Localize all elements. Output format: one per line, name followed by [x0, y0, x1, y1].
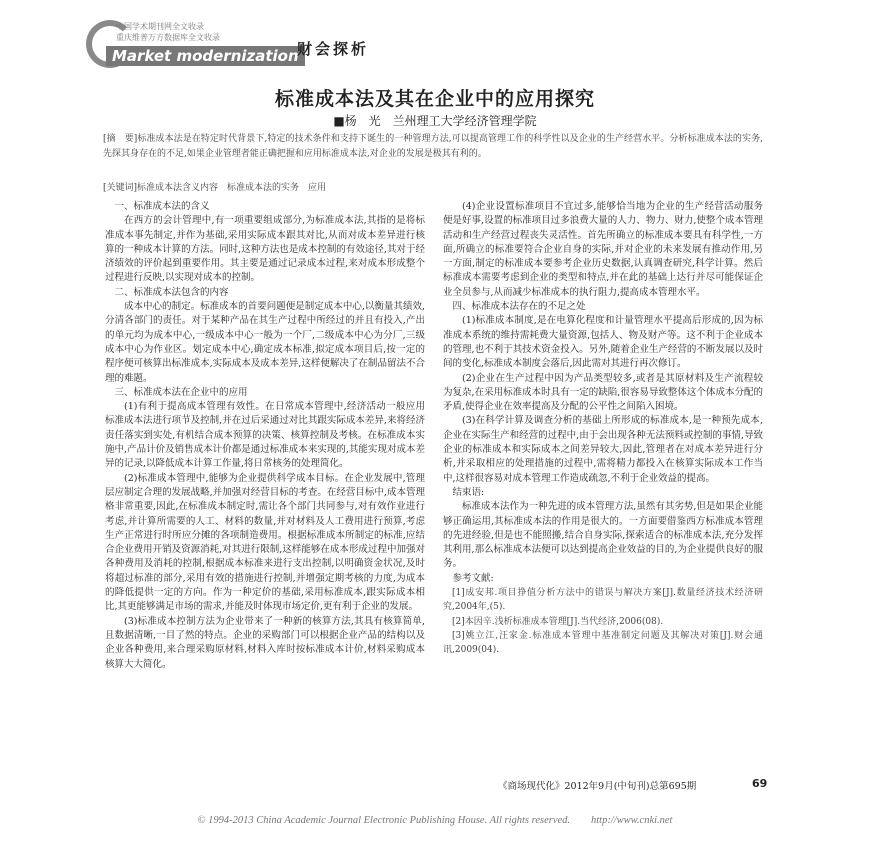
left-column — [105, 200, 425, 672]
paragraph: 标准成本法作为一种先进的成本管理方法,虽然有其劣势,但是如果企业能够正确运用,其标准成本法的作用是很大的。一方面要借鉴西方标准成本管理的先进经验,但是也不能照搬,结合自身实际,探索适合的标准成本法,充分发挥其利用,那么标准成本法便可以达到提高企业效益的目的,为企业提供良好的服务。 — [443, 501, 763, 570]
article-keywords: [关键词]标准成本法含义内容 标准成本法的实务 应用 — [103, 183, 327, 193]
paragraph: (3)在科学计算及调查分析的基础上所形成的标准成本,是一种预先成本,企业在实际生产和经营的过程中,由于会出现各种无法预料或控制的事情,导致企业的标准成本和实际成本之间差异较大,因此,管理者在对成本差异进行分析,并采取相应的处理措施的过程中,需将精力都投入在核算实际成本工作当中,这样很容易对成本管理工作造成疏忽,不利于企业效益的提高。 — [443, 415, 763, 484]
journal-logo — [76, 18, 299, 74]
section-heading-text: 二、标准成本法包含的内容 — [114, 286, 229, 298]
section-heading-text: 三、标准成本法在企业中的应用 — [114, 386, 248, 398]
article-author: ■杨 光 兰州理工大学经济管理学院 — [333, 114, 537, 128]
section-heading-text: 一、标准成本法的含义 — [114, 201, 210, 212]
paragraph: (1)标准成本制度,是在电算化程度和计量管理水平提高后形成的,因为标准成本系统的维持需耗费大量资源,包括人、物及财产等。这不利于企业成本的管理,也不利于其技术资金投入。另外,随着企业生产经营的不断发展以及时间的变化,标准成本制度会落后,因此需对其进行再次修订。 — [443, 315, 763, 370]
journal-issue-info: 《商场现代化》2012年9月(中旬刊)总第695期 — [498, 781, 697, 792]
reference-item: [2]本因辛.浅析标准成本管理[J].当代经济,2006(08). — [452, 616, 664, 627]
page-number: 69 — [752, 777, 768, 790]
copyright-notice: © 1994-2013 China Academic Journal Electronic Publishing House. All rights reserved. http://www.cnki.net — [197, 815, 673, 826]
reference-item: [1]成安邦.项目挣值分析方法中的错误与解决方案[J].数量经济技术经济研究,2004年,(5). — [443, 588, 763, 613]
paragraph: (4)企业设置标准项目不宜过多,能够恰当地为企业的生产经营活动服务便是好事,设置的标准项目过多浪费大量的人力、物力、财力,使整个成本管理活动和生产经营过程丧失灵活性。首先所确立的标准成本要具有科学性,一方面,所确立的标准要符合企业自身的实际,并对企业的未来发展有推动作用,另一方面,制定的标准成本要参考企业历史数据,认真调查研究,科学计算。然后标准成本需要考虑到企业的类型和特点,并在此的基础上达行并尽可能保证企业全员参与,从而减少标准成本的执行阻力,提高成本管理水平。 — [443, 201, 763, 298]
section-heading-text: 结束语: — [452, 486, 485, 498]
article-title: 标准成本法及其在企业中的应用探究 — [274, 88, 595, 110]
paragraph: (1)有利于提高成本管理有效性。在日常成本管理中,经济活动一般应用标准成本法进行项节及控制,并在过后采通过对比其跟实际成本差异,来将经济责任落实到实处,有机结合成本预算的决策、核算控制及考核。在标准成本实施中,产品计价及销售成本计价都是通过标准成本来实现的,其能实现对成本差异的记录,以降低成本计算工作量,将日常核务的处理简化。 — [105, 401, 425, 470]
logo-text-line1: 中国学术期刊网全文收录 — [116, 22, 204, 31]
logo-text-line2: 重庆维普万方数据库全文收录 — [116, 33, 220, 42]
logo-wordmark: Market modernization — [106, 46, 305, 66]
reference-item: [3]姚立江,汪家金.标准成本管理中基准制定问题及其解决对策[J].财会通讯,2009(04). — [443, 630, 763, 656]
paragraph: (2)标准成本管理中,能够为企业提供科学成本目标。在企业发展中,管理层应制定合理的发展战略,并加强对经营目标的考查。在经营目标中,成本管理格非常重要,因此,在标准成本制定时,需让各个部门共同参与,对有效作业进行考虑,并计算所需要的人工、材料的数量,并对材料及人工费用进行预算,考虑生产正常进行时所应分摊的各项制造费用。根据标准成本所制定的标准,应结合企业费用开销及资源消耗,对其进行限制,这样能够在成本形成过程中加强对各种费用及消耗的控制,根据成本标准来进行支出控制,以明确资金状况,及时将超过标准的部分,采用有效的措施进行控制,并增强定期考核的力度,为成本的降低提供一定的方向。作为一种定价的基础,采用标准成本,跟实际成本相比,其更能够满足市场的需求,并能及时体现市场定价,更有利于企业的发展。 — [105, 472, 425, 613]
paragraph: (3)标准成本控制方法为企业带来了一种新的核算方法,其具有核算简单,且数据清晰,一目了然的特点。企业的采购部门可以根据企业产品的结构以及企业各种费用,来合理采购原材料,材料入库时按标准成本计价,材料采购成本核算大大简化。 — [105, 615, 425, 670]
section-heading-text: 四、标准成本法存在的不足之处 — [452, 301, 586, 313]
section-heading-text: 参考文献: — [452, 572, 494, 584]
article-abstract: [摘 要]标准成本法是在特定时代背景下,特定的技术条件和支持下诞生的一种管理方法,可以提高管理工作的科学性以及企业的生产经营水平。分析标准成本法的实务,先探其身存在的不足,如果企业管理者能正确把握和应用标准成本法,对企业的发展是极其有利的。 — [103, 134, 763, 159]
paragraph: (2)企业在生产过程中因为产品类型较多,或者是其原材料及生产流程较为复杂,在采用标准成本时具有一定的缺陷,很容易导致整体这个体成本分配的矛盾,使得企业在效率提高及分配的公平性之间陷入困境。 — [443, 372, 763, 413]
paragraph: 成本中心的制定。标准成本的首要问题便是制定成本中心,以衡量其绩效,分清各部门的责任。对于某种产品在其生产过程中所经过的并且有投入,产出的单元均为成本中心,一级成本中心一般为一个厂,二级成本中心为分厂,三级成本中心为作业区。划定成本中心,确定成本标准,拟定成本项目后,按一定的程序便可核算出标准成本,实际成本及成本差异,这样便解决了在制品留法不合理的难题。 — [105, 301, 425, 384]
paragraph: 在西方的会计管理中,有一项重要组成部分,为标准成本法,其指的是将标准成本事先制定,并作为基础,采用实际成本跟其对比,从而对成本差异进行核算的一种成本计算的方法。同时,这种方法也是成本控制的有效途径,其对于经济绩效的评价起到重要作用。其主要是通过记录成本过程,来对成本形成整个过程进行反映,以实现对成本的控制。 — [105, 215, 425, 284]
section-heading: 财会探析 — [297, 40, 370, 58]
right-column — [443, 200, 763, 658]
